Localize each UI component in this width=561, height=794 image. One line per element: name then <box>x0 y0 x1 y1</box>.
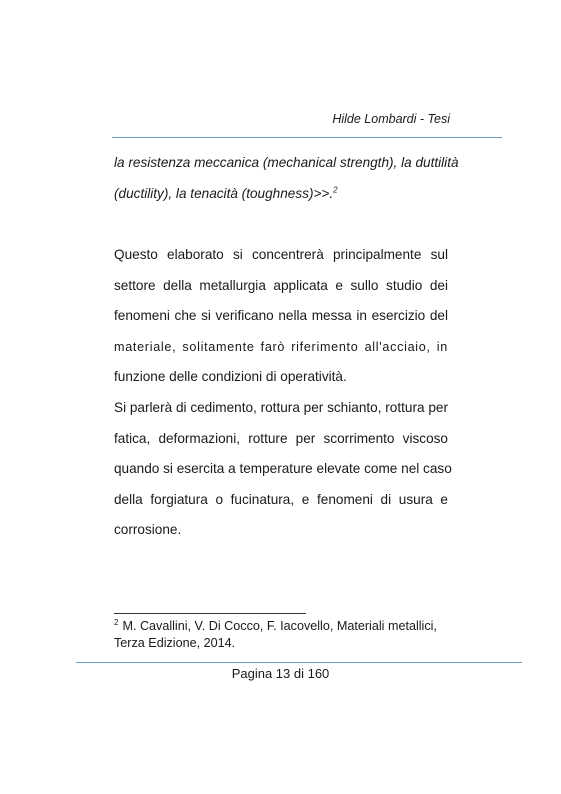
footer-divider <box>76 662 522 663</box>
footnote-number: 2 <box>114 617 119 627</box>
text-line <box>114 179 448 210</box>
footnote-text: M. Cavallini, V. Di Cocco, F. Iacovello, Materiali metallici, Terza Edizione, 2014. <box>114 619 437 650</box>
text-line: la resistenza meccanica (mechanical strength), la duttilità <box>114 155 459 170</box>
text-line: quando si esercita a temperature elevate come nel caso <box>114 461 452 477</box>
footnote-reference[interactable]: 2 <box>333 185 338 195</box>
text-line-content: (ductility), la tenacità (toughness)>>. <box>114 185 334 201</box>
page-number: Pagina 13 di 160 <box>231 666 330 681</box>
text-line: Questo elaborato si concentrerà principalmente sul <box>114 247 448 262</box>
text-line: fatica, deformazioni, rotture per scorrimento viscoso <box>114 430 448 446</box>
text-line: corrosione. <box>114 522 182 538</box>
header-divider <box>112 137 502 138</box>
text-line: della forgiatura o fucinatura, e fenomeni di usura e <box>114 491 448 507</box>
text-line: materiale, solitamente farò riferimento all'acciaio, in <box>114 339 448 354</box>
footnote-separator <box>114 613 306 614</box>
text-line: funzione delle condizioni di operatività. <box>114 369 347 385</box>
paragraph-1 <box>114 240 448 393</box>
running-header: Hilde Lombardi - Tesi <box>332 112 450 126</box>
footnote <box>114 618 444 652</box>
text-line: Si parlerà di cedimento, rottura per schianto, rottura per <box>114 400 448 415</box>
paragraph-2 <box>114 393 452 546</box>
intro-quote <box>114 148 459 209</box>
text-line: fenomeni che si verificano nella messa in esercizio del <box>114 308 448 324</box>
text-line: settore della metallurgia applicata e sullo studio dei <box>114 277 448 293</box>
